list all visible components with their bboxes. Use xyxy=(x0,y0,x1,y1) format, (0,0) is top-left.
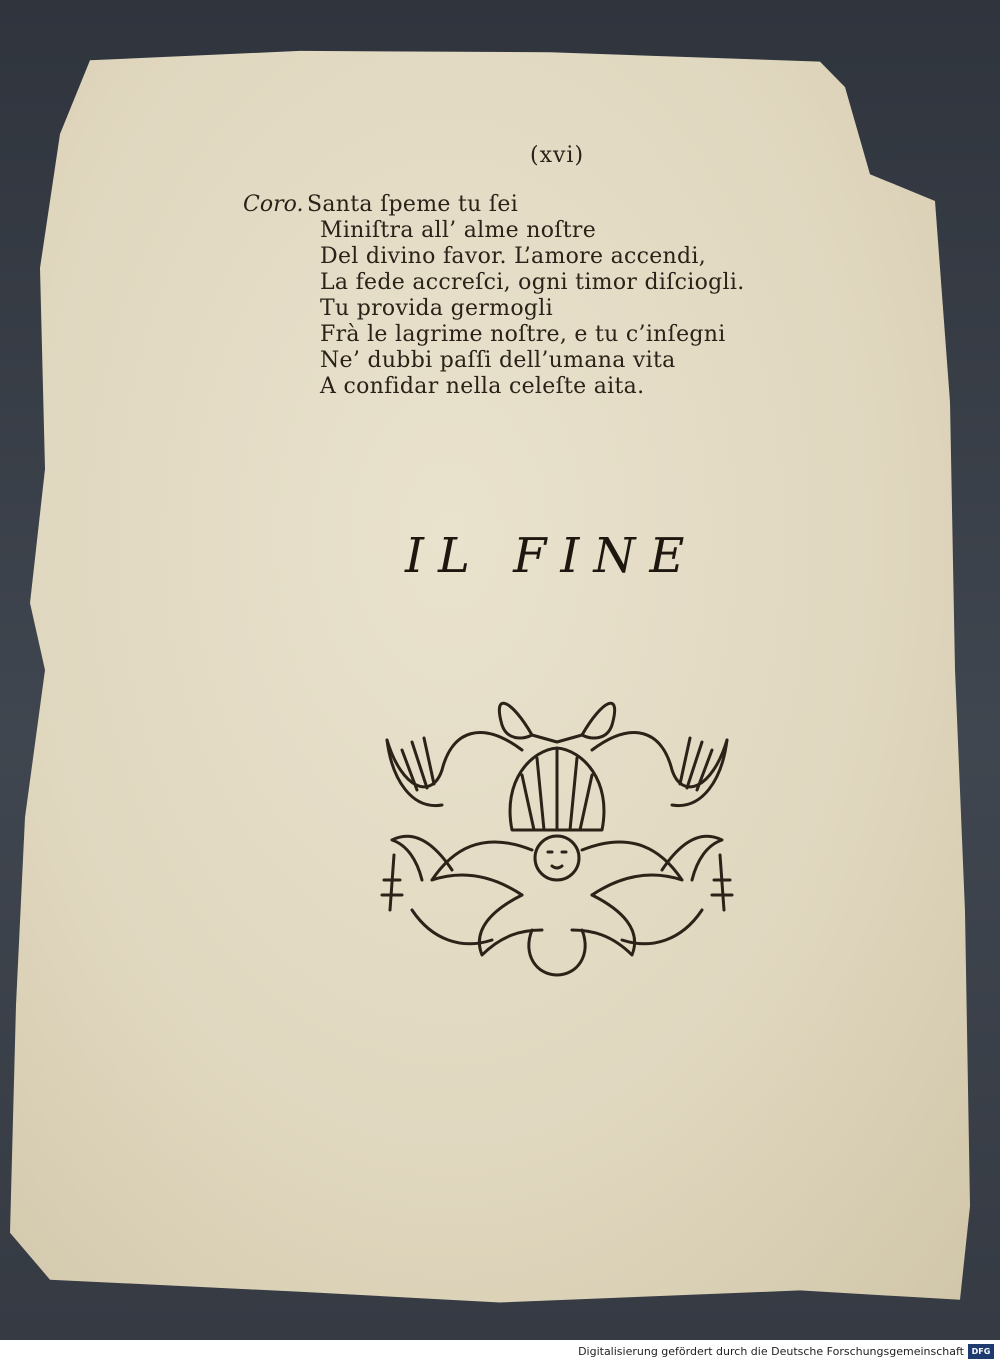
footer-credit: Digitalisierung gefördert durch die Deutsche Forschungsgemeinschaft xyxy=(578,1345,964,1358)
speaker-label: Coro. xyxy=(243,192,304,217)
page-folio: (xvi) xyxy=(530,143,585,168)
dfg-logo-icon: DFG xyxy=(968,1344,994,1359)
verse-line-4: La fede accreſci, ogni timor diſciogli. xyxy=(320,270,745,295)
verse-line-3: Del divino favor. L’amore accendi, xyxy=(320,244,707,269)
footer-bar xyxy=(0,1340,1000,1364)
verse-line-5: Tu provida germogli xyxy=(320,296,553,321)
closing-title: IL FINE xyxy=(405,528,699,584)
woodcut-ornament xyxy=(372,680,742,980)
verse-line-6: Frà le lagrime noſtre, e tu c’inſegni xyxy=(320,322,726,347)
verse-line-1: Santa ſpeme tu ſei xyxy=(307,192,519,217)
verse-line-8: A confidar nella celeſte aita. xyxy=(320,374,645,399)
verse-line-2: Miniſtra all’ alme noſtre xyxy=(320,218,597,243)
verse-line-7: Ne’ dubbi paſſi dell’umana vita xyxy=(320,348,676,373)
